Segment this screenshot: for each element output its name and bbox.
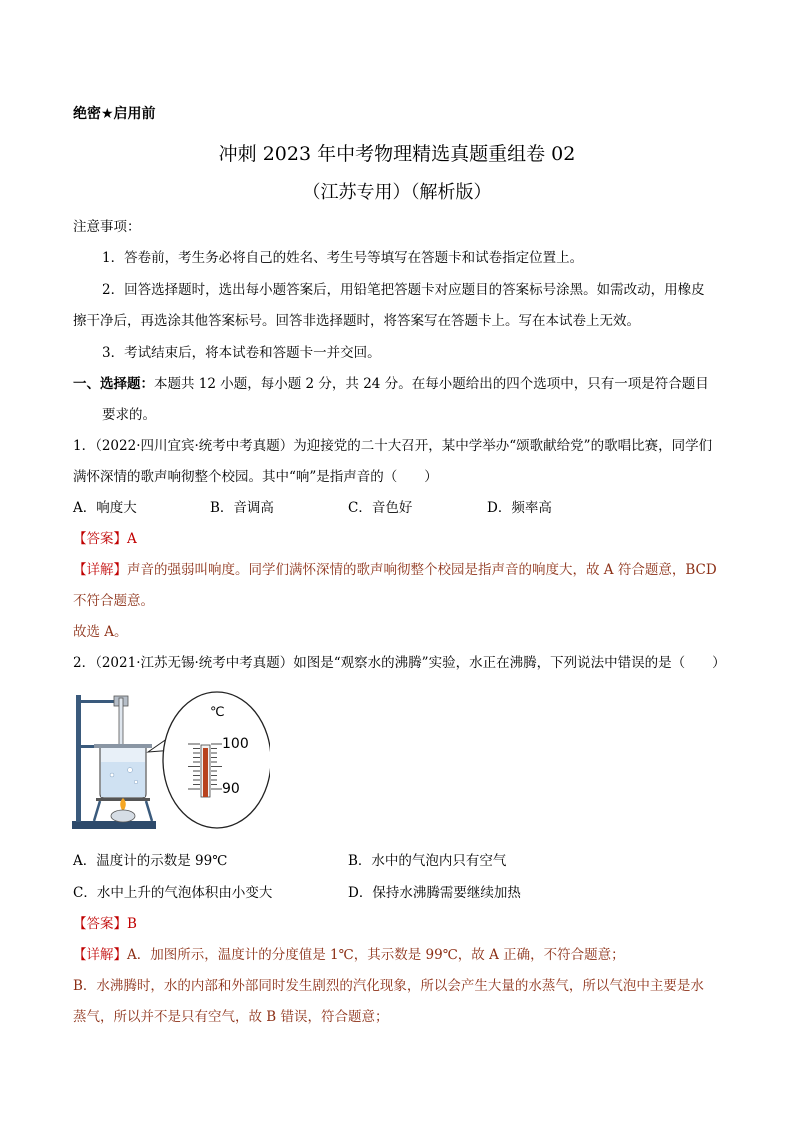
beaker-lid [94, 744, 152, 748]
q2-detail-b-line1: B．水沸腾时，水的内部和外部同时发生剧烈的汽化现象，所以会产生大量的水蒸气，所以气泡中主要是水 [73, 978, 704, 994]
confidential-label: 绝密★启用前 [73, 106, 156, 122]
section-heading-bold: 一、选择题： [73, 376, 154, 392]
note-item-2-line1: 2．回答选择题时，选出每小题答案后，用铅笔把答题卡对应题目的答案标号涂黑。如需改动，用橡皮 [102, 282, 705, 298]
q1-answer-tag: 【答案】 [73, 531, 127, 547]
bubble [134, 780, 138, 784]
q1-stem-line2: 满怀深情的歌声响彻整个校园。其中“响”是指声音的（ ） [73, 469, 438, 485]
beaker-water [101, 762, 145, 797]
stand-rod [76, 695, 81, 822]
note-item-3: 3．考试结束后，将本试卷和答题卡一并交回。 [102, 345, 381, 361]
q1-answer [73, 530, 137, 548]
mercury-column [203, 748, 208, 797]
q2-option-d: D．保持水沸腾需要继续加热 [348, 885, 521, 901]
q2-detail-b-line2: 蒸气，所以并不是只有空气，故 B 错误，符合题意； [73, 1009, 389, 1025]
section-heading-rest: 本题共 12 小题，每小题 2 分，共 24 分。在每小题给出的四个选项中，只有一项是符合题目 [154, 376, 709, 392]
scale-bottom-label: 90 [222, 781, 240, 797]
section-heading-line2: 要求的。 [102, 407, 156, 423]
paper-subtitle: （江苏专用）（解析版） [302, 182, 492, 203]
q2-answer-value: B [127, 916, 137, 932]
q1-option-d: D．频率高 [487, 500, 552, 516]
q2-stem: 2．（2021·江苏无锡·统考中考真题）如图是“观察水的沸腾”实验，水正在沸腾，下列说法中错误的是（ ） [73, 655, 726, 671]
q2-answer-tag: 【答案】 [73, 916, 127, 932]
q2-option-b: B．水中的气泡内只有空气 [348, 853, 507, 869]
q1-detail-line2: 不符合题意。 [73, 593, 154, 609]
q2-detail-a [73, 946, 625, 964]
boiling-experiment-figure [70, 690, 270, 835]
scale-top-label: 100 [222, 736, 249, 752]
tripod-leg [146, 801, 152, 821]
bubble [128, 768, 133, 773]
q1-option-a: A．响度大 [73, 500, 137, 516]
paper-title: 冲刺 2023 年中考物理精选真题重组卷 02 [218, 143, 576, 165]
notes-heading: 注意事项： [73, 219, 141, 235]
alcohol-lamp [111, 810, 135, 822]
q2-option-c: C．水中上升的气泡体积由小变大 [73, 885, 273, 901]
q1-option-c: C．音色好 [348, 500, 413, 516]
q1-conclusion: 故选 A。 [73, 624, 128, 640]
q2-detail-tag: 【详解】 [73, 947, 127, 963]
q2-answer [73, 915, 137, 933]
unit-label: ℃ [210, 705, 225, 720]
q2-option-a: A．温度计的示数是 99℃ [73, 853, 228, 869]
q1-option-b: B．音调高 [210, 500, 274, 516]
section-heading [73, 375, 709, 393]
q1-detail-line1 [73, 561, 717, 579]
q1-stem-line1: 1．（2022·四川宜宾·统考中考真题）为迎接党的二十大召开，某中学举办“颂歌献给党”的歌唱比赛，同学们 [73, 438, 713, 454]
q1-detail-tag: 【详解】 [73, 562, 127, 578]
note-item-2-line2: 擦干净后，再选涂其他答案标号。回答非选择题时，将答案写在答题卡上。写在本试卷上无效。 [73, 313, 640, 329]
note-item-1: 1．答卷前，考生务必将自己的姓名、考生号等填写在答题卡和试卷指定位置上。 [102, 250, 584, 266]
q1-answer-value: A [127, 531, 137, 547]
q2-detail-a-text: A．加图所示，温度计的分度值是 1℃，其示数是 99℃，故 A 正确，不符合题意； [127, 947, 625, 963]
tripod-leg [94, 801, 100, 821]
bubble [110, 773, 114, 777]
q1-detail-text: 声音的强弱叫响度。同学们满怀深情的歌声响彻整个校园是指声音的响度大，故 A 符合题意，BCD [127, 562, 717, 578]
stand-base [72, 821, 156, 829]
